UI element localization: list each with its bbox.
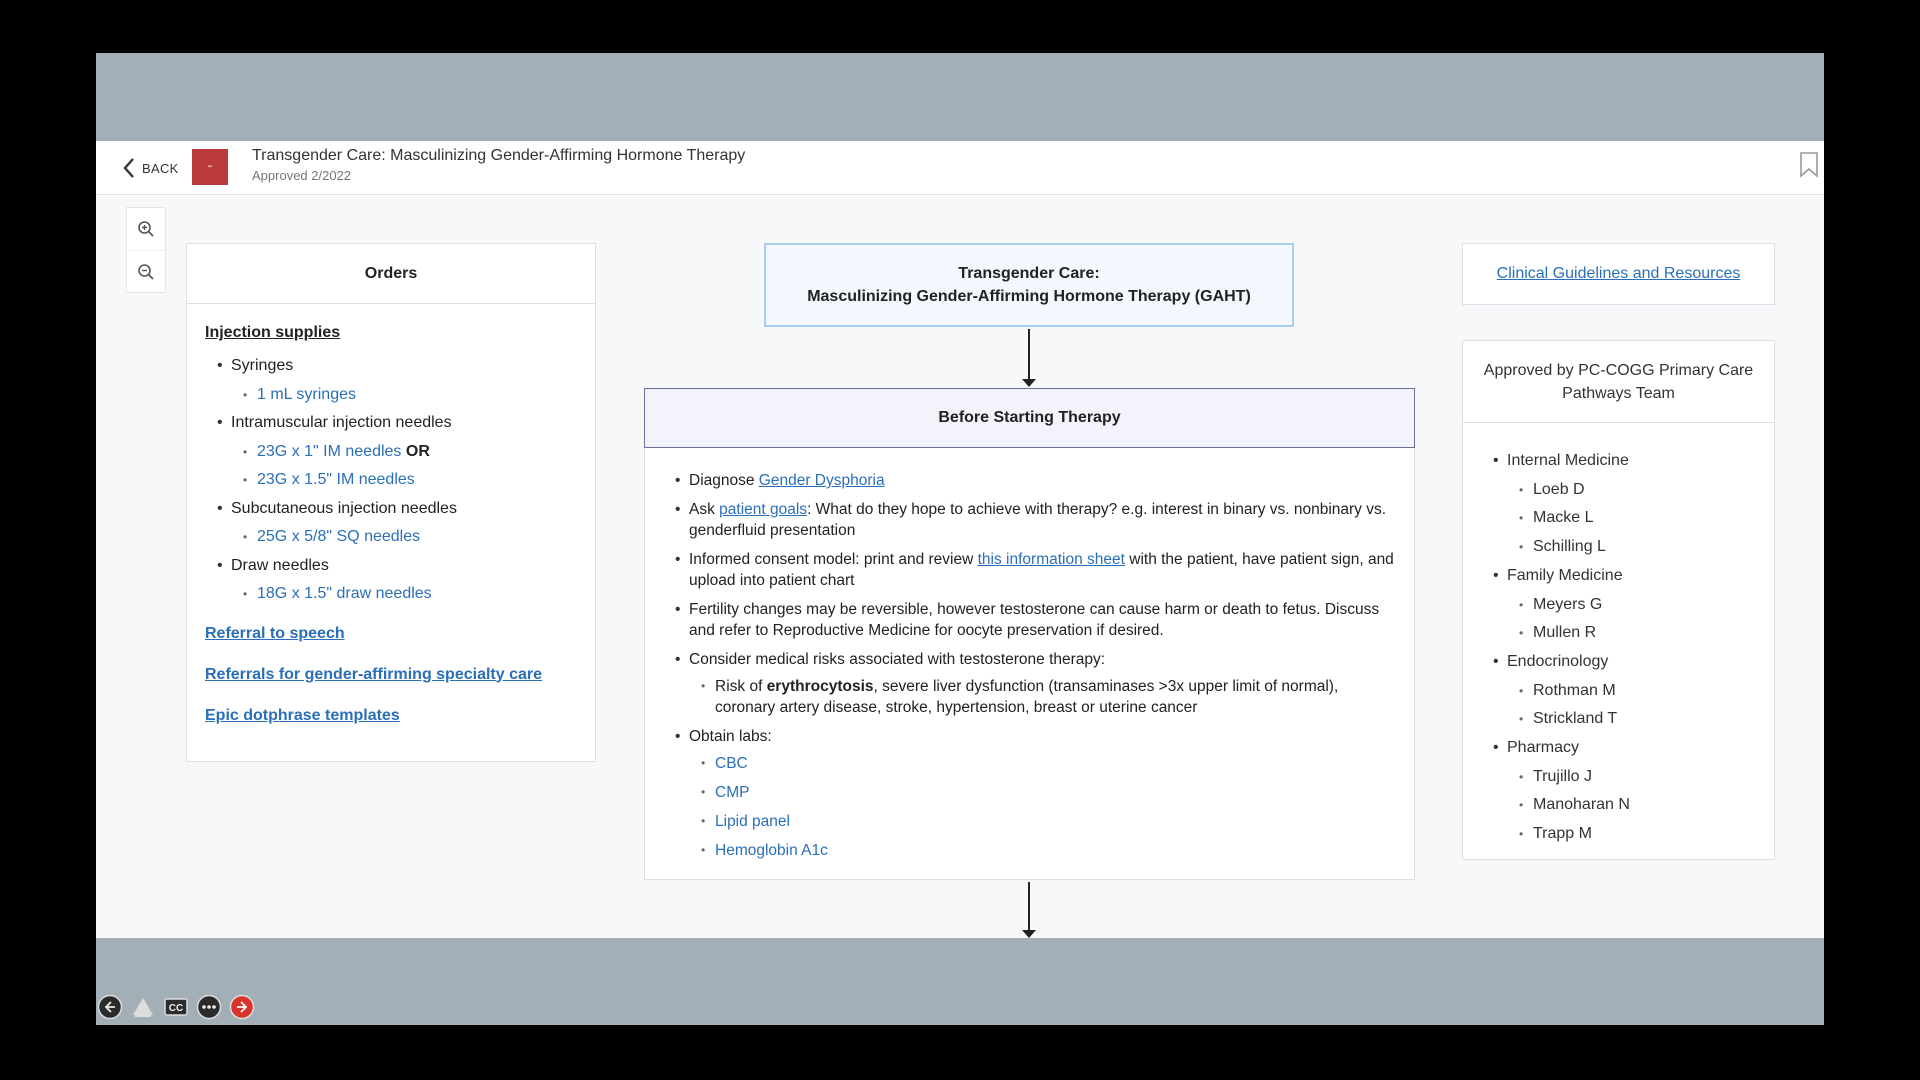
list-item: • Loeb D bbox=[1533, 476, 1774, 505]
text: Consider medical risks associated with testosterone therapy: bbox=[689, 651, 1106, 668]
list-item bbox=[689, 549, 1394, 591]
epic-dotphrase-link[interactable]: Epic dotphrase templates bbox=[205, 706, 400, 724]
back-circle-icon[interactable] bbox=[96, 993, 124, 1021]
lab-item[interactable] bbox=[715, 753, 1394, 774]
logo: ▪▪ bbox=[192, 149, 228, 185]
presentation-frame bbox=[96, 53, 1824, 1025]
list-item bbox=[231, 352, 577, 409]
svg-text:CC: CC bbox=[168, 1003, 184, 1014]
bookmark-icon[interactable] bbox=[1798, 151, 1820, 184]
warning-icon[interactable] bbox=[129, 993, 157, 1021]
list-item bbox=[689, 726, 1394, 861]
lab-item[interactable] bbox=[715, 811, 1394, 832]
page-subtitle: Approved 2/2022 bbox=[252, 168, 352, 183]
before-therapy-heading: Before Starting Therapy bbox=[644, 388, 1415, 448]
connector-line bbox=[1028, 882, 1030, 930]
approved-heading: Approved by PC-COGG Primary Care Pathways Team bbox=[1463, 341, 1774, 423]
list-item: • Mullen R bbox=[1533, 619, 1774, 648]
connector-line bbox=[1028, 329, 1030, 379]
order-link-text[interactable]: 1 mL syringes bbox=[257, 385, 356, 403]
lab-item[interactable] bbox=[715, 782, 1394, 803]
referral-speech-link[interactable]: Referral to speech bbox=[205, 624, 345, 642]
list-item: • Meyers G bbox=[1533, 591, 1774, 620]
list-item bbox=[231, 552, 577, 609]
bold-text: erythrocytosis bbox=[766, 678, 874, 695]
back-label: BACK bbox=[142, 160, 179, 176]
list-item bbox=[1507, 648, 1774, 734]
text: Fertility changes may be reversible, however testosterone can cause harm or death to fetus. Discuss and refer to Reproductive Medicine for oocyte preservation if desired. bbox=[689, 601, 1380, 639]
list-item: • Manoharan N bbox=[1533, 791, 1774, 820]
order-link-text[interactable]: 23G x 1.5" IM needles bbox=[257, 471, 415, 488]
arrow-down-icon bbox=[1022, 379, 1036, 387]
back-button[interactable] bbox=[122, 153, 179, 183]
lab-a1c-link[interactable]: Hemoglobin A1c bbox=[715, 842, 828, 859]
page-title: Transgender Care: Masculinizing Gender-Affirming Hormone Therapy bbox=[252, 147, 746, 164]
top-bar bbox=[96, 141, 1824, 195]
information-sheet-link[interactable]: this information sheet bbox=[977, 551, 1125, 568]
team-list bbox=[1463, 423, 1774, 849]
list-item: • Schilling L bbox=[1533, 533, 1774, 562]
orders-heading: Orders bbox=[187, 244, 595, 304]
list-item bbox=[689, 599, 1394, 641]
list-item bbox=[715, 676, 1394, 718]
list-item-label: Draw needles bbox=[231, 556, 329, 574]
pathway-title-box bbox=[764, 243, 1294, 327]
or-label: OR bbox=[405, 442, 430, 460]
list-item-label: Intramuscular injection needles bbox=[231, 414, 452, 431]
orders-links bbox=[205, 625, 577, 725]
list-item-label: Syringes bbox=[231, 357, 294, 374]
pathway-title-line1: Transgender Care: bbox=[958, 265, 1100, 282]
injection-supplies-heading: Injection supplies bbox=[205, 324, 341, 341]
list-item: • Trujillo J bbox=[1533, 763, 1774, 792]
dept-label: Pharmacy bbox=[1507, 739, 1580, 757]
pathway-app bbox=[96, 141, 1824, 938]
list-item bbox=[1507, 562, 1774, 648]
list-item bbox=[1507, 447, 1774, 562]
order-link-text[interactable]: 18G x 1.5" draw needles bbox=[257, 585, 432, 602]
more-icon[interactable] bbox=[195, 993, 223, 1021]
arrow-down-icon bbox=[1022, 930, 1036, 938]
order-link[interactable] bbox=[257, 523, 577, 552]
list-item bbox=[231, 495, 577, 552]
list-item: • Trapp M bbox=[1533, 820, 1774, 849]
gender-dysphoria-link[interactable]: Gender Dysphoria bbox=[758, 472, 885, 489]
text: , severe liver dysfunction (transaminases >3x upper limit of normal), coronary artery disease, stroke, hypertension, breast or uterine cancer bbox=[715, 678, 1339, 716]
dept-label: Endocrinology bbox=[1507, 652, 1609, 670]
list-item: • Rothman M bbox=[1533, 677, 1774, 706]
resources-card bbox=[1462, 243, 1775, 305]
chevron-left-icon bbox=[122, 157, 136, 179]
order-link[interactable] bbox=[257, 438, 577, 467]
text: Informed consent model: print and review bbox=[689, 551, 978, 568]
text: Risk of bbox=[715, 678, 767, 695]
player-controls bbox=[96, 993, 256, 1021]
list-item bbox=[689, 470, 1394, 491]
list-item bbox=[231, 409, 577, 495]
list-item: • Strickland T bbox=[1533, 705, 1774, 734]
orders-body bbox=[187, 304, 595, 725]
lab-cmp-link[interactable]: CMP bbox=[715, 784, 750, 801]
cc-icon[interactable] bbox=[162, 993, 190, 1021]
order-link-text[interactable]: 25G x 5/8" SQ needles bbox=[257, 528, 421, 545]
orders-list bbox=[205, 352, 577, 609]
list-item-label: Subcutaneous injection needles bbox=[231, 499, 457, 517]
lab-cbc-link[interactable]: CBC bbox=[715, 755, 748, 772]
text: Obtain labs: bbox=[689, 728, 772, 745]
before-therapy-body bbox=[645, 448, 1414, 861]
orders-card bbox=[186, 243, 596, 762]
clinical-guidelines-link[interactable]: Clinical Guidelines and Resources bbox=[1496, 265, 1741, 282]
approved-card bbox=[1462, 340, 1775, 860]
list-item bbox=[689, 649, 1394, 718]
dept-label: Internal Medicine bbox=[1507, 452, 1629, 469]
text: Diagnose bbox=[689, 472, 759, 489]
text: Ask bbox=[689, 501, 720, 518]
order-link[interactable] bbox=[257, 466, 577, 495]
zoom-in-icon[interactable] bbox=[127, 208, 165, 250]
referral-specialty-link[interactable]: Referrals for gender-affirming specialty care bbox=[205, 665, 543, 683]
text: with the patient, have patient sign, and upload into patient chart bbox=[689, 551, 1394, 589]
zoom-controls bbox=[126, 207, 166, 293]
before-therapy-card bbox=[644, 388, 1415, 880]
forward-circle-icon[interactable] bbox=[228, 993, 256, 1021]
list-item: • Macke L bbox=[1533, 504, 1774, 533]
pathway-title-line2: Masculinizing Gender-Affirming Hormone Therapy (GAHT) bbox=[807, 288, 1251, 305]
order-link-text[interactable]: 23G x 1" IM needles bbox=[257, 442, 402, 460]
text: : What do they hope to achieve with therapy? e.g. interest in binary vs. nonbinary vs. genderfluid presentation bbox=[689, 501, 1387, 539]
list-item bbox=[1507, 734, 1774, 849]
lab-lipid-link[interactable]: Lipid panel bbox=[715, 813, 790, 830]
list-item bbox=[689, 499, 1394, 541]
dept-label: Family Medicine bbox=[1507, 566, 1623, 584]
patient-goals-link[interactable]: patient goals bbox=[719, 501, 808, 518]
zoom-out-icon[interactable] bbox=[127, 250, 165, 292]
order-link[interactable] bbox=[257, 381, 577, 410]
order-link[interactable] bbox=[257, 580, 577, 609]
lab-item[interactable] bbox=[715, 840, 1394, 861]
